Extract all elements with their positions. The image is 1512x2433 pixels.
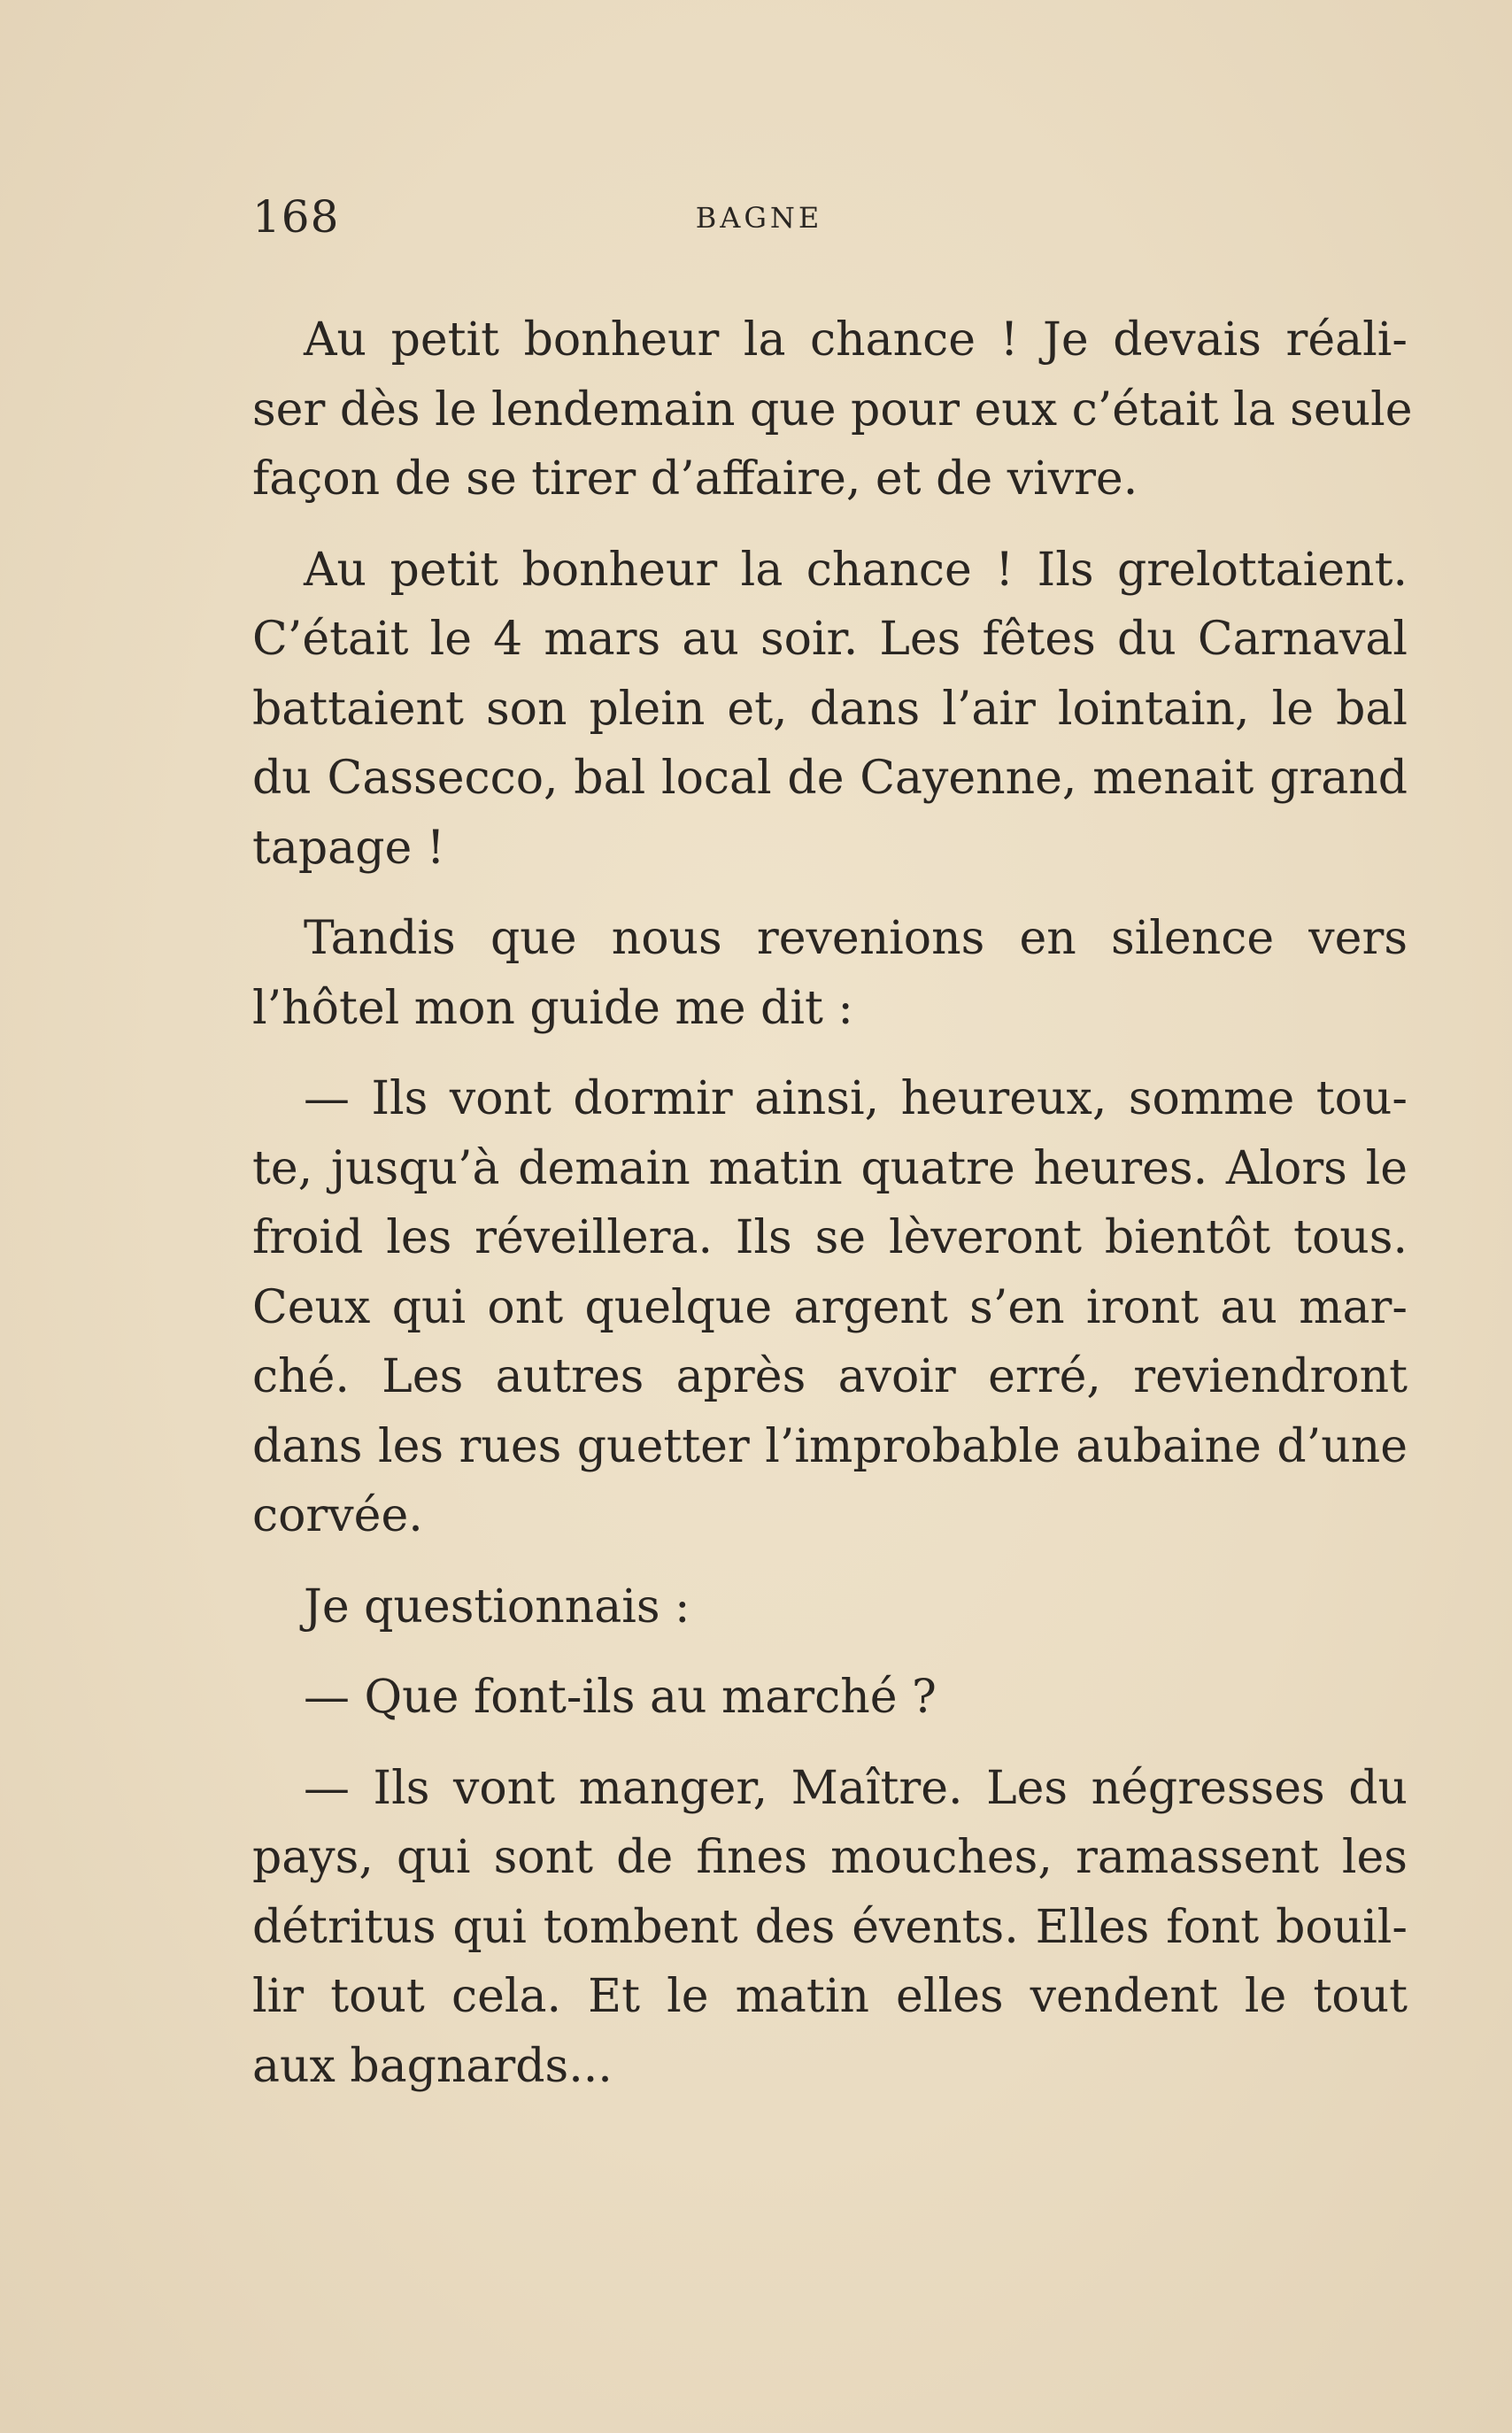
text-line: détritus qui tombent des évents. Elles font bouil- (252, 1900, 1408, 1954)
text-line: — Ils vont dormir ainsi, heureux, somme tou- (304, 1072, 1408, 1125)
text-line: Ceux qui ont quelque argent s’en iront au mar- (252, 1280, 1408, 1334)
text-line: du Cassecco, bal local de Cayenne, menait grand (252, 752, 1408, 805)
text-line: — Ils vont manger, Maître. Les négresses du (304, 1761, 1408, 1815)
text-line: Au petit bonheur la chance ! Je devais réali- (304, 313, 1408, 367)
text-line: ser dès le lendemain que pour eux c’était la seule (252, 382, 1413, 436)
text-line: aux bagnards... (252, 2039, 613, 2093)
paragraph-1 (252, 305, 1413, 514)
text-line: battaient son plein et, dans l’air lointain, le bal (252, 682, 1408, 736)
paragraph-3 (252, 904, 1408, 1043)
paragraph-7 (252, 1754, 1408, 2102)
text-line: ché. Les autres après avoir erré, reviendront (252, 1350, 1408, 1403)
paragraph-4 (252, 1064, 1408, 1551)
text-line: — Que font-ils au marché ? (304, 1671, 937, 1724)
text-line: lir tout cela. Et le matin elles vendent le tout (252, 1970, 1408, 2023)
text-line: façon de se tirer d’affaire, et de vivre. (252, 452, 1138, 506)
text-line: corvée. (252, 1489, 423, 1542)
text-line: pays, qui sont de fines mouches, ramassent les (252, 1831, 1408, 1884)
text-line: C’était le 4 mars au soir. Les fêtes du Carnaval (252, 613, 1408, 666)
text-line: te, jusqu’à demain matin quatre heures. Alors le (252, 1141, 1408, 1195)
text-line: tapage ! (252, 821, 445, 875)
page-number: 168 (252, 191, 340, 243)
body-text (252, 305, 1413, 2122)
text-line: froid les réveillera. Ils se lèveront bientôt tous. (252, 1211, 1408, 1264)
text-line: Tandis que nous revenions en silence vers (304, 912, 1408, 965)
text-line: Au petit bonheur la chance ! Ils grelottaient. (304, 543, 1408, 597)
paragraph-5 (252, 1572, 1408, 1642)
text-line: l’hôtel mon guide me dit : (252, 981, 853, 1035)
paragraph-6 (252, 1663, 1408, 1733)
text-line: Je questionnais : (304, 1580, 690, 1634)
paragraph-2 (252, 536, 1408, 884)
page-header (252, 182, 1408, 252)
text-line: dans les rues guetter l’improbable aubaine d’une (252, 1419, 1408, 1473)
running-head: BAGNE (695, 201, 823, 235)
